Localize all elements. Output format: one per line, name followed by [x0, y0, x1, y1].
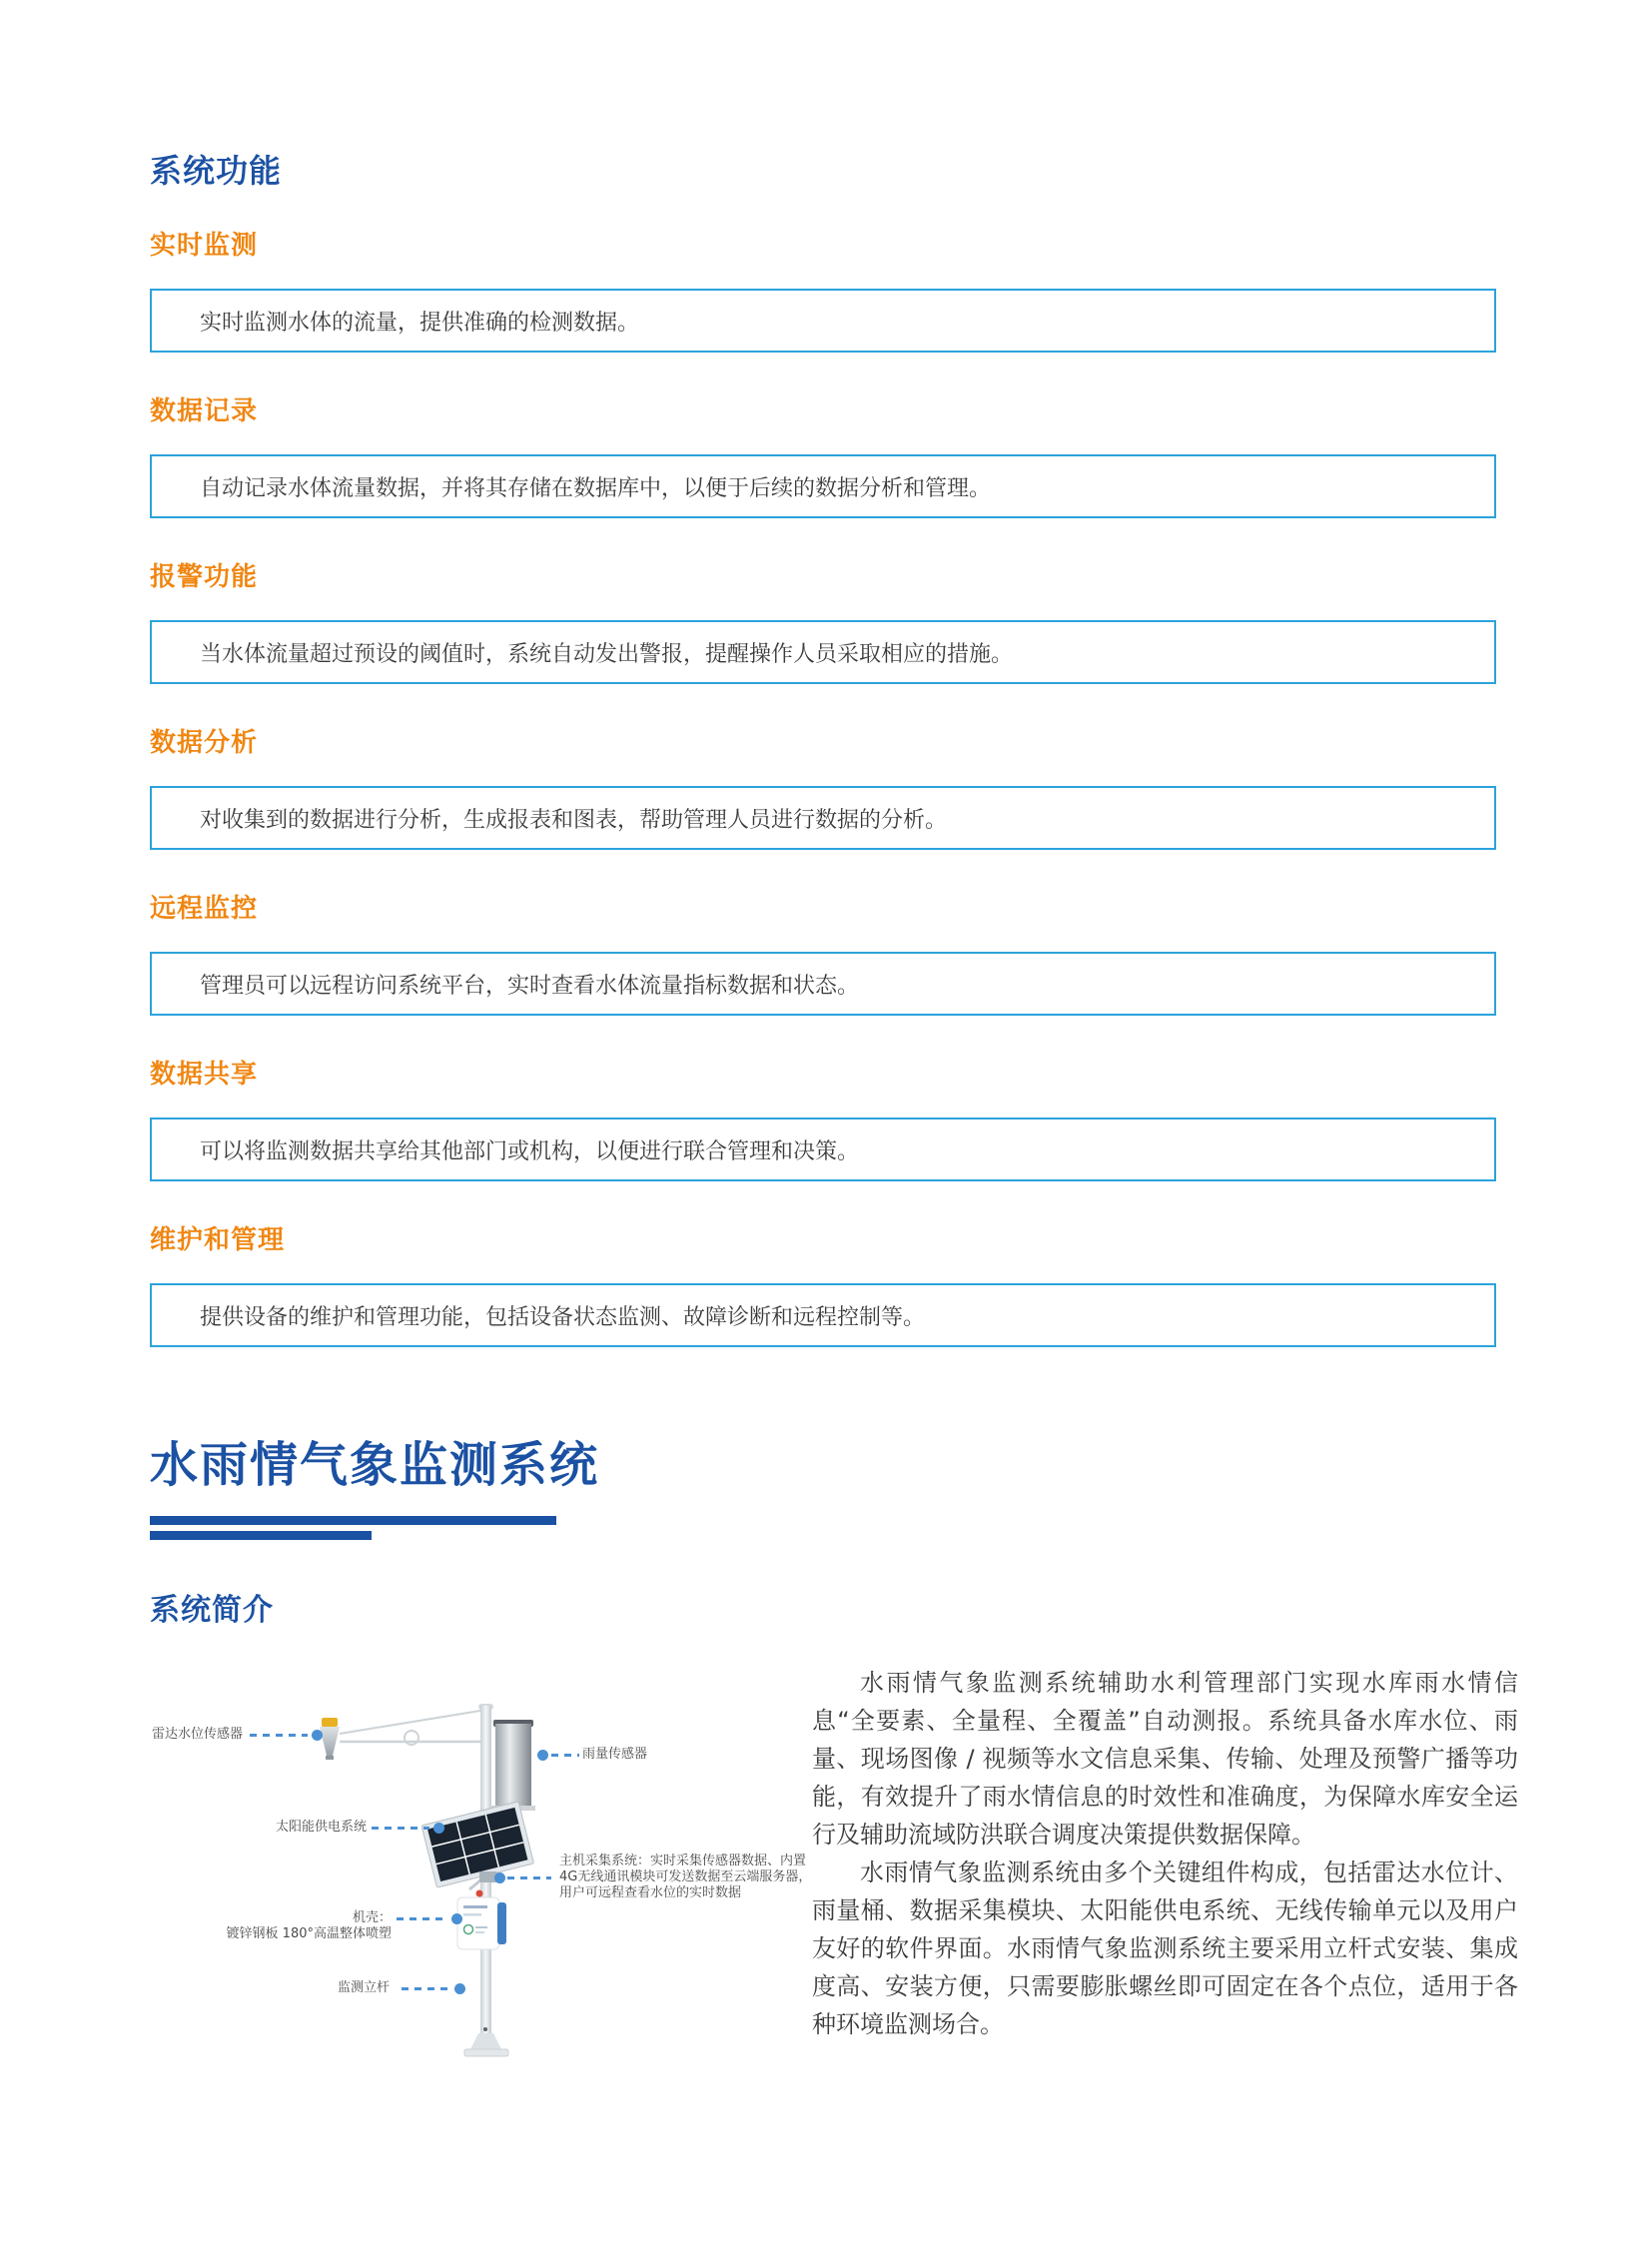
host-collector-label-line3: 用户可远程查看水位的实时数据: [559, 1885, 742, 1900]
connector-dashed-line: [372, 1827, 429, 1830]
host-collector-label: [559, 1854, 824, 1901]
feature-description-box: 管理员可以远程访问系统平台，实时查看水体流量指标数据和状态。: [150, 952, 1496, 1016]
feature-heading: 实时监测: [150, 231, 259, 261]
feature-description-box: 提供设备的维护和管理功能，包括设备状态监测、故障诊断和远程控制等。: [150, 1283, 1496, 1347]
feature-realtime-monitoring: [150, 233, 1518, 353]
feature-description-box: 对收集到的数据进行分析，生成报表和图表，帮助管理人员进行数据的分析。: [150, 786, 1496, 850]
intro-text-column: [812, 1664, 1518, 2077]
intro-paragraph-1: 水雨情气象监测系统辅助水利管理部门实现水库雨水情信息“全要素、全量程、全覆盖”自动测报。系统具备水库水位、雨量、现场图像 / 视频等水文信息采集、传输、处理及预警广播等功能，有效提升了雨水情信息的时效性和准确度，为保障水库安全运行及辅助流域防洪联合调度决策提供数据保障。: [812, 1669, 1518, 1849]
feature-description-box: 可以将监测数据共享给其他部门或机构，以便进行联合管理和决策。: [150, 1118, 1496, 1181]
connector-dot: [454, 1983, 465, 1994]
enclosure-graphic: [457, 1897, 506, 1949]
pole-label: 监测立杆: [337, 1980, 390, 1995]
feature-heading: 数据分析: [150, 728, 259, 758]
connector-dashed-line: [402, 1987, 453, 1990]
feature-description-box: 实时监测水体的流量，提供准确的检测数据。: [150, 289, 1496, 353]
connector-dot: [537, 1750, 548, 1761]
title-underline-bar-long: [150, 1516, 556, 1525]
monitoring-station-diagram: [150, 1658, 812, 2077]
feature-data-recording: [150, 398, 1518, 518]
feature-heading: 维护和管理: [150, 1225, 286, 1255]
connector-dot: [451, 1913, 462, 1924]
connector-dot: [312, 1730, 323, 1741]
connector-dashed-line: [250, 1734, 308, 1737]
feature-remote-monitoring: [150, 896, 1518, 1016]
radar-sensor-graphic: [320, 1718, 340, 1760]
connector-dashed-line: [507, 1876, 551, 1879]
connector-dot: [494, 1872, 505, 1883]
intro-paragraph-2: 水雨情气象监测系统由多个关键组件构成，包括雷达水位计、雨量桶、数据采集模块、太阳能供电系统、无线传输单元以及用户友好的软件界面。水雨情气象监测系统主要采用立杆式安装、集成度高、安装方便，只需要膨胀螺丝即可固定在各个点位，适用于各种环境监测场合。: [812, 1859, 1518, 2038]
intro-row: [150, 1658, 1518, 2077]
feature-description-box: 自动记录水体流量数据，并将其存储在数据库中，以便于后续的数据分析和管理。: [150, 454, 1496, 518]
feature-description-box: 当水体流量超过预设的阈值时，系统自动发出警报，提醒操作人员采取相应的措施。: [150, 620, 1496, 684]
page-title-weather-system: 水雨情气象监测系统: [150, 1437, 600, 1493]
section-title-system-functions: 系统功能: [150, 152, 283, 190]
section-title-system-intro: 系统简介: [150, 1593, 274, 1628]
feature-heading: 报警功能: [150, 562, 259, 592]
rain-gauge-label: 雨量传感器: [582, 1747, 648, 1762]
enclosure-label-line2: 镀锌钢板 180°高温整体喷塑: [226, 1926, 392, 1941]
enclosure-label: [227, 1910, 392, 1942]
feature-heading: 数据记录: [150, 396, 259, 426]
feature-maintenance: [150, 1227, 1518, 1347]
feature-data-analysis: [150, 730, 1518, 850]
radar-sensor-label: 雷达水位传感器: [151, 1727, 243, 1742]
support-arm-graphic: [340, 1710, 486, 1745]
connector-dashed-line: [551, 1754, 579, 1757]
enclosure-label-line1: 机壳：: [352, 1910, 392, 1925]
connector-dashed-line: [397, 1917, 448, 1920]
host-collector-label-line1: 主机采集系统：实时采集传感器数据、内置: [559, 1854, 807, 1868]
feature-data-sharing: [150, 1062, 1518, 1181]
feature-alarm: [150, 564, 1518, 684]
solar-power-label: 太阳能供电系统: [275, 1820, 367, 1835]
host-collector-label-line2: 4G无线通讯模块可发送数据至云端服务器，: [559, 1869, 812, 1884]
feature-heading: 数据共享: [150, 1060, 259, 1090]
feature-heading: 远程监控: [150, 894, 259, 924]
connector-dot: [433, 1823, 444, 1834]
solar-panel-graphic: [421, 1802, 534, 1887]
page-content: [150, 0, 1518, 2077]
title-underline-bar-short: [150, 1531, 372, 1540]
